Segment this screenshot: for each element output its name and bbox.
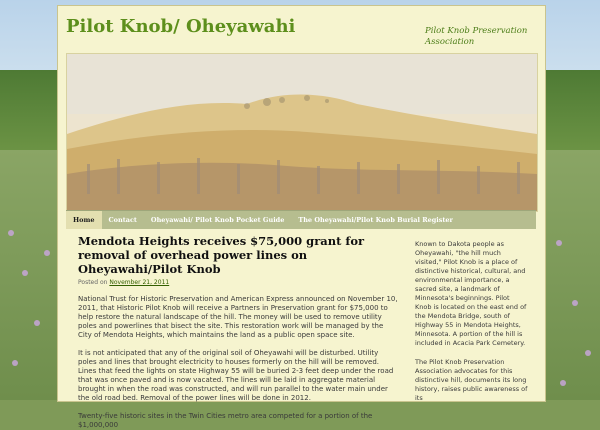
sidebar-paragraph: The Pilot Knob Preservation Association advocates for this distinctive hill, documents its long history, raises public awareness of its: [415, 358, 528, 402]
nav-item-burial-register[interactable]: The Oheyawahi/Pilot Knob Burial Register: [298, 216, 453, 224]
nav-item-pocket-guide[interactable]: Oheyawahi/ Pilot Knob Pocket Guide: [150, 216, 285, 224]
site-title[interactable]: Pilot Knob/ Oheyawahi: [66, 16, 296, 37]
main-nav: [66, 210, 536, 229]
post: [78, 234, 398, 430]
post-date-link[interactable]: November 21, 2011: [109, 279, 170, 286]
site-description: Pilot Knob Preservation Association: [425, 26, 528, 47]
post-meta-prefix: Posted on: [78, 279, 108, 286]
post-paragraph: National Trust for Historic Preservation and American Express announced on November 10, 2011, that Historic Pilot Knob will receive a Partners in Preservation grant for $75,000 to help restore the natural landscape of the hill. The money will be used to remove utility poles and powerlines that bisect the site. This restoration work will be managed by the City of Mendota Heights, which maintains the land as a public open space site.: [78, 295, 398, 339]
header-image: [66, 53, 538, 212]
post-title[interactable]: Mendota Heights receives $75,000 grant for removal of overhead power lines on Oheyawahi/Pilot Knob: [78, 234, 365, 276]
nav-item-contact[interactable]: Contact: [108, 216, 137, 224]
post-body: [78, 295, 398, 430]
sidebar-paragraph: Known to Dakota people as Oheyawahi, "the hill much visited," Pilot Knob is a place of distinctive historical, cultural, and environmental importance, a sacred site, a landmark of Minnesota's beginnings. Pilot Knob is located on the east end of the Mendota Bridge, south of Highway 55 in Mendota Heights, Minnesota. A portion of the hill is included in Acacia Park Cemetery.: [415, 240, 527, 347]
sidebar: [415, 240, 528, 413]
post-paragraph: It is not anticipated that any of the original soil of Oheyawahi will be disturbed. Utility poles and lines that brought electricity to houses formerly on the hill will be removed. Lines that feed the lights on state Highway 55 will be buried 2-3 feet deep under the road that was once paved and is now vacated. The lines will be laid in aggregate material brought in when the road was constructed, and will run parallel to the water main under the old road bed. Removal of the power lines will be done in 2012.: [78, 349, 394, 402]
post-paragraph: Twenty-five historic sites in the Twin Cities metro area competed for a portion of the $1,000,000: [78, 412, 373, 429]
nav-item-home[interactable]: Home: [66, 211, 102, 229]
post-meta: [78, 279, 398, 286]
page-container: [57, 5, 546, 429]
